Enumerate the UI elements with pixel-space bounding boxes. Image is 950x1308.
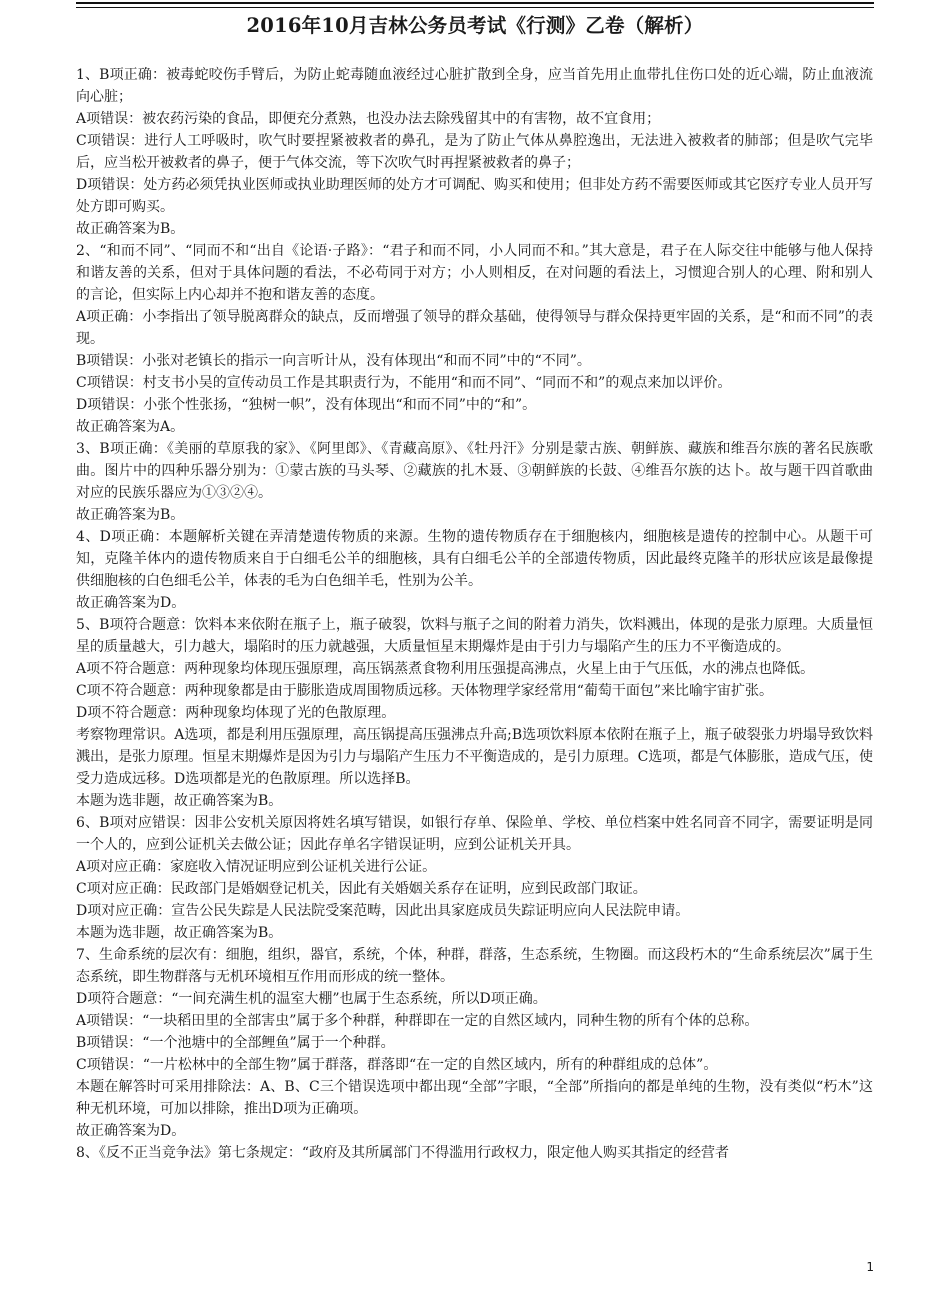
paragraph: 故正确答案为B。 bbox=[76, 507, 185, 523]
paragraph: 考察物理常识。A选项，都是利用压强原理，高压锅提高压强沸点升高;B选项饮料原本依附在瓶子上，瓶子破裂张力坍塌导致饮料溅出，是张力原理。恒星末期爆炸是因为引力与塌陷产生压力不平衡造成的，是引力原理。C选项，都是气体膨胀，造成气压，使受力造成远移。D选项都是光的色散原理。所以选择B。 bbox=[76, 727, 873, 787]
paragraph: 4、D项正确：本题解析关键在弄清楚遗传物质的来源。生物的遗传物质存在于细胞核内，细胞核是遗传的控制中心。从题干可知，克隆羊体内的遗传物质来自于白细毛公羊的细胞核，具有白细毛公羊的全部遗传物质，因此最终克隆羊的形状应该是最像提供细胞核的白色细毛公羊，体表的毛为白色细羊毛，性别为公羊。 bbox=[76, 529, 873, 589]
paragraph: 故正确答案为D。 bbox=[76, 1123, 186, 1139]
paragraph: 1、B项正确：被毒蛇咬伤手臂后，为防止蛇毒随血液经过心脏扩散到全身，应当首先用止血带扎住伤口处的近心端，防止血液流向心脏； bbox=[76, 67, 873, 105]
header-rule-thin bbox=[76, 7, 874, 8]
paragraph: A项错误：被农药污染的食品，即便充分煮熟，也没办法去除残留其中的有害物，故不宜食用； bbox=[76, 111, 661, 127]
paragraph: C项对应正确：民政部门是婚姻登记机关，因此有关婚姻关系存在证明，应到民政部门取证。 bbox=[76, 881, 647, 897]
paragraph: B项错误：小张对老镇长的指示一向言听计从，没有体现出“和而不同”中的“不同”。 bbox=[76, 353, 591, 369]
paragraph: 3、B项正确：《美丽的草原我的家》、《阿里郎》、《青藏高原》、《牡丹汗》分别是蒙古族、朝鲜族、藏族和维吾尔族的著名民族歌曲。图片中的四种乐器分别为：①蒙古族的马头琴、②藏族的扎木聂、③朝鲜族的长鼓、④维吾尔族的达卜。故与题干四首歌曲对应的民族乐器应为①③②④。 bbox=[76, 441, 873, 501]
paragraph: 本题为选非题，故正确答案为B。 bbox=[76, 925, 283, 941]
paragraph: 故正确答案为D。 bbox=[76, 595, 186, 611]
paragraph: 8、《反不正当竞争法》第七条规定：“政府及其所属部门不得滥用行政权力，限定他人购买其指定的经营者 bbox=[76, 1145, 730, 1161]
paragraph: A项对应正确：家庭收入情况证明应到公证机关进行公证。 bbox=[76, 859, 437, 875]
document-title: 2016年10月吉林公务员考试《行测》乙卷（解析） bbox=[246, 14, 704, 37]
paragraph: 本题在解答时可采用排除法：A、B、C三个错误选项中都出现“全部”字眼，“全部”所指向的都是单纯的生物，没有类似“朽木”这种无机环境，可加以排除，推出D项为正确项。 bbox=[76, 1079, 873, 1117]
paragraph: D项不符合题意：两种现象均体现了光的色散原理。 bbox=[76, 705, 396, 721]
paragraph: A项正确：小李指出了领导脱离群众的缺点，反而增强了领导的群众基础，使得领导与群众保持更牢固的关系，是“和而不同”的表现。 bbox=[76, 309, 873, 347]
paragraph: C项错误：“一片松林中的全部生物”属于群落，群落即“在一定的自然区域内，所有的种群组成的总体”。 bbox=[76, 1057, 718, 1073]
paragraph: 2、“和而不同”、“同而不和“出自《论语·子路》：“君子和而不同，小人同而不和。”其大意是，君子在人际交往中能够与他人保持和谐友善的关系，但对于具体问题的看法，不必苟同于对方；小人则相反，在对问题的看法上，习惯迎合别人的心理、附和别人的言论，但实际上内心却并不抱和谐友善的态度。 bbox=[76, 243, 873, 303]
document-body bbox=[76, 64, 873, 1164]
paragraph: C项不符合题意：两种现象都是由于膨胀造成周围物质远移。天体物理学家经常用“葡萄干面包”来比喻宇宙扩张。 bbox=[76, 683, 774, 699]
paragraph: C项错误：进行人工呼吸时，吹气时要捏紧被救者的鼻孔，是为了防止气体从鼻腔逸出，无法进入被救者的肺部；但是吹气完毕后，应当松开被救者的鼻子，便于气体交流，等下次吹气时再捏紧被救者的鼻子； bbox=[76, 133, 873, 171]
paragraph: 5、B项符合题意：饮料本来依附在瓶子上，瓶子破裂，饮料与瓶子之间的附着力消失，饮料溅出，体现的是张力原理。大质量恒星的质量越大，引力越大，塌陷时的压力就越强，大质量恒星末期爆炸是由于引力与塌陷产生的压力不平衡造成的。 bbox=[76, 617, 873, 655]
paragraph: C项错误：村支书小吴的宣传动员工作是其职责行为，不能用“和而不同”、“同而不和”的观点来加以评价。 bbox=[76, 375, 732, 391]
paragraph: A项不符合题意：两种现象均体现压强原理，高压锅蒸煮食物利用压强提高沸点，火星上由于气压低，水的沸点也降低。 bbox=[76, 661, 815, 677]
paragraph: 故正确答案为B。 bbox=[76, 221, 185, 237]
paragraph: 故正确答案为A。 bbox=[76, 419, 185, 435]
paragraph: D项对应正确：宣告公民失踪是人民法院受案范畴，因此出具家庭成员失踪证明应向人民法院申请。 bbox=[76, 903, 690, 919]
paragraph: 本题为选非题，故正确答案为B。 bbox=[76, 793, 283, 809]
header-rule-thick bbox=[76, 2, 874, 4]
paragraph: D项错误：处方药必须凭执业医师或执业助理医师的处方才可调配、购买和使用；但非处方药不需要医师或其它医疗专业人员开写处方即可购买。 bbox=[76, 177, 873, 215]
paragraph: 6、B项对应错误：因非公安机关原因将姓名填写错误，如银行存单、保险单、学校、单位档案中姓名同音不同字，需要证明是同一个人的，应到公证机关去做公证；因此存单名字错误证明，应到公证机关开具。 bbox=[76, 815, 873, 853]
paragraph: B项错误：“一个池塘中的全部鲤鱼”属于一个种群。 bbox=[76, 1035, 395, 1051]
paragraph: D项错误：小张个性张扬，“独树一帜”，没有体现出“和而不同”中的“和”。 bbox=[76, 397, 537, 413]
page-number: 1 bbox=[866, 1260, 874, 1274]
paragraph: 7、生命系统的层次有：细胞，组织，器官，系统，个体，种群，群落，生态系统，生物圈。而这段朽木的“生命系统层次”属于生态系统，即生物群落与无机环境相互作用而形成的统一整体。 bbox=[76, 947, 873, 985]
paragraph: D项符合题意：“一间充满生机的温室大棚”也属于生态系统，所以D项正确。 bbox=[76, 991, 547, 1007]
paragraph: A项错误：“一块稻田里的全部害虫”属于多个种群，种群即在一定的自然区域内，同种生物的所有个体的总称。 bbox=[76, 1013, 759, 1029]
